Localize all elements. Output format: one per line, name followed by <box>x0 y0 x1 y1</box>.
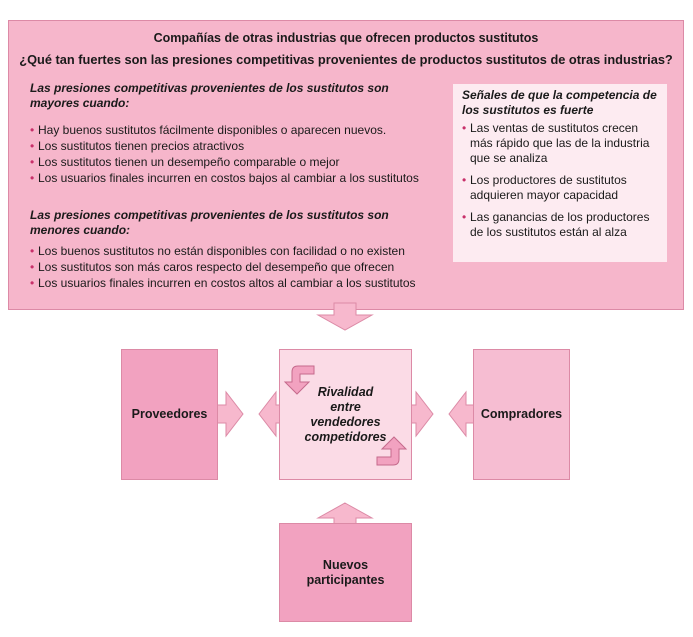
list-item: • Los usuarios finales incurren en costos bajos al cambiar a los sustitutos <box>30 170 419 186</box>
panel-title: Compañías de otras industrias que ofrecen productos sustitutos <box>153 31 539 45</box>
list-item: • Los sustitutos tienen un desempeño comparable o mejor <box>30 154 419 170</box>
list-item: • Hay buenos sustitutos fácilmente disponibles o aparecen nuevos. <box>30 122 419 138</box>
list-item: • Los sustitutos son más caros respecto del desempeño que ofrecen <box>30 259 416 275</box>
suppliers-label: Proveedores <box>131 407 208 421</box>
list-item: • Las ganancias de los productores de los sustitutos están al alza <box>462 210 659 240</box>
list-item: • Las ventas de sustitutos crecen más rápido que las de la industria que se analiza <box>462 121 659 166</box>
signs-heading: Señales de que la competencia de los sustitutos es fuerte <box>462 88 657 117</box>
stronger-heading: Las presiones competitivas provenientes de los sustitutos son mayores cuando: <box>30 81 389 110</box>
panel-question: ¿Qué tan fuertes son las presiones competitivas provenientes de productos sustitutos de otras industrias? <box>19 52 673 67</box>
list-item: • Los buenos sustitutos no están disponibles con facilidad o no existen <box>30 243 416 259</box>
list-item: • Los productores de sustitutos adquieren mayor capacidad <box>462 173 659 203</box>
list-item: • Los sustitutos tienen precios atractivos <box>30 138 419 154</box>
list-item: • Los usuarios finales incurren en costos altos al cambiar a los sustitutos <box>30 275 416 291</box>
weaker-heading: Las presiones competitivas provenientes de los sustitutos son menores cuando: <box>30 208 389 237</box>
curved-arrow-icon <box>377 437 406 465</box>
rivalry-label: Rivalidad entre vendedores competidores <box>304 384 387 444</box>
new-entrants-label: Nuevos participantes <box>306 557 385 587</box>
curved-arrow-icon <box>285 366 314 394</box>
buyers-label: Compradores <box>480 407 563 421</box>
